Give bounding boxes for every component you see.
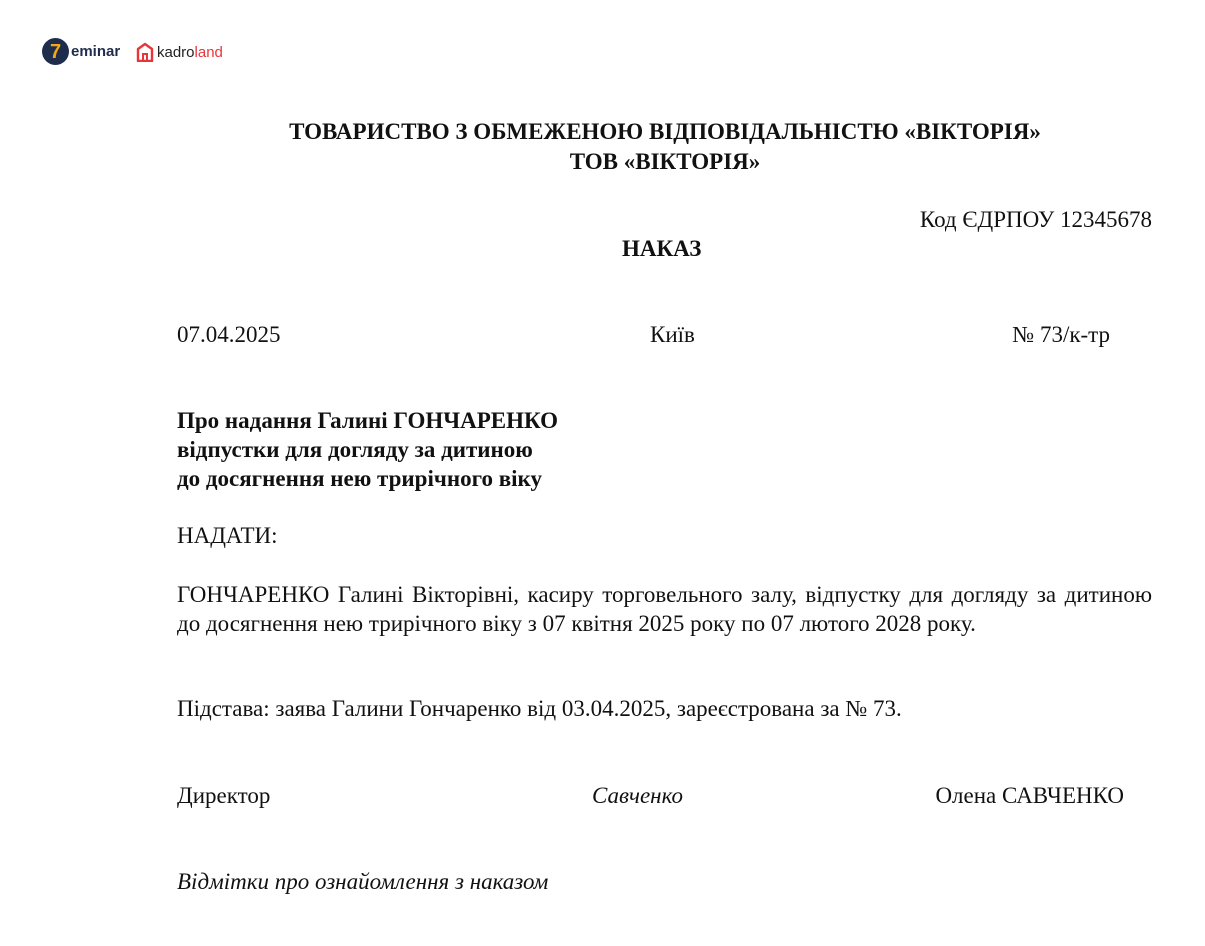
seminar-logo: [42, 38, 120, 65]
company-short-name: ТОВ «ВІКТОРІЯ»: [569, 149, 761, 174]
order-number: № 73/к-тр: [1012, 322, 1110, 347]
subject-line-1: Про надання Галині ГОНЧАРЕНКО: [177, 408, 558, 433]
signature: Савченко: [592, 783, 683, 808]
seminar-logo-text: eminar: [71, 43, 121, 60]
order-date: 07.04.2025: [177, 322, 281, 347]
signer-position: Директор: [177, 783, 271, 808]
signer-name: Олена САВЧЕНКО: [935, 783, 1124, 808]
subject-line-2: відпустки для догляду за дитиною: [177, 437, 533, 462]
subject-line-3: до досягнення нею трирічного віку: [177, 466, 542, 491]
kadroland-logo: [136, 42, 223, 62]
company-full-name: ТОВАРИСТВО З ОБМЕЖЕНОЮ ВІДПОВІДАЛЬНІСТЮ «ВІКТОРІЯ»: [289, 119, 1041, 144]
document-type: НАКАЗ: [622, 236, 702, 261]
house-icon: [136, 42, 154, 62]
acknowledgement-note: Відмітки про ознайомлення з наказом: [177, 869, 549, 894]
edrpou-code: Код ЄДРПОУ 12345678: [919, 207, 1152, 232]
order-paragraph: ГОНЧАРЕНКО Галині Вікторівні, касиру торговельного залу, відпустку для догляду за дитиною до досягнення нею трирічного віку з 07 квітня 2025 року по 07 лютого 2028 року.: [177, 582, 1152, 636]
basis: Підстава: заява Галини Гончаренко від 03.04.2025, зареєстрована за № 73.: [177, 696, 902, 721]
directive: НАДАТИ:: [177, 523, 278, 548]
seminar-logo-mark: 7: [42, 38, 69, 65]
order-city: Київ: [650, 322, 695, 347]
kadroland-logo-text: kadroland: [157, 43, 223, 61]
